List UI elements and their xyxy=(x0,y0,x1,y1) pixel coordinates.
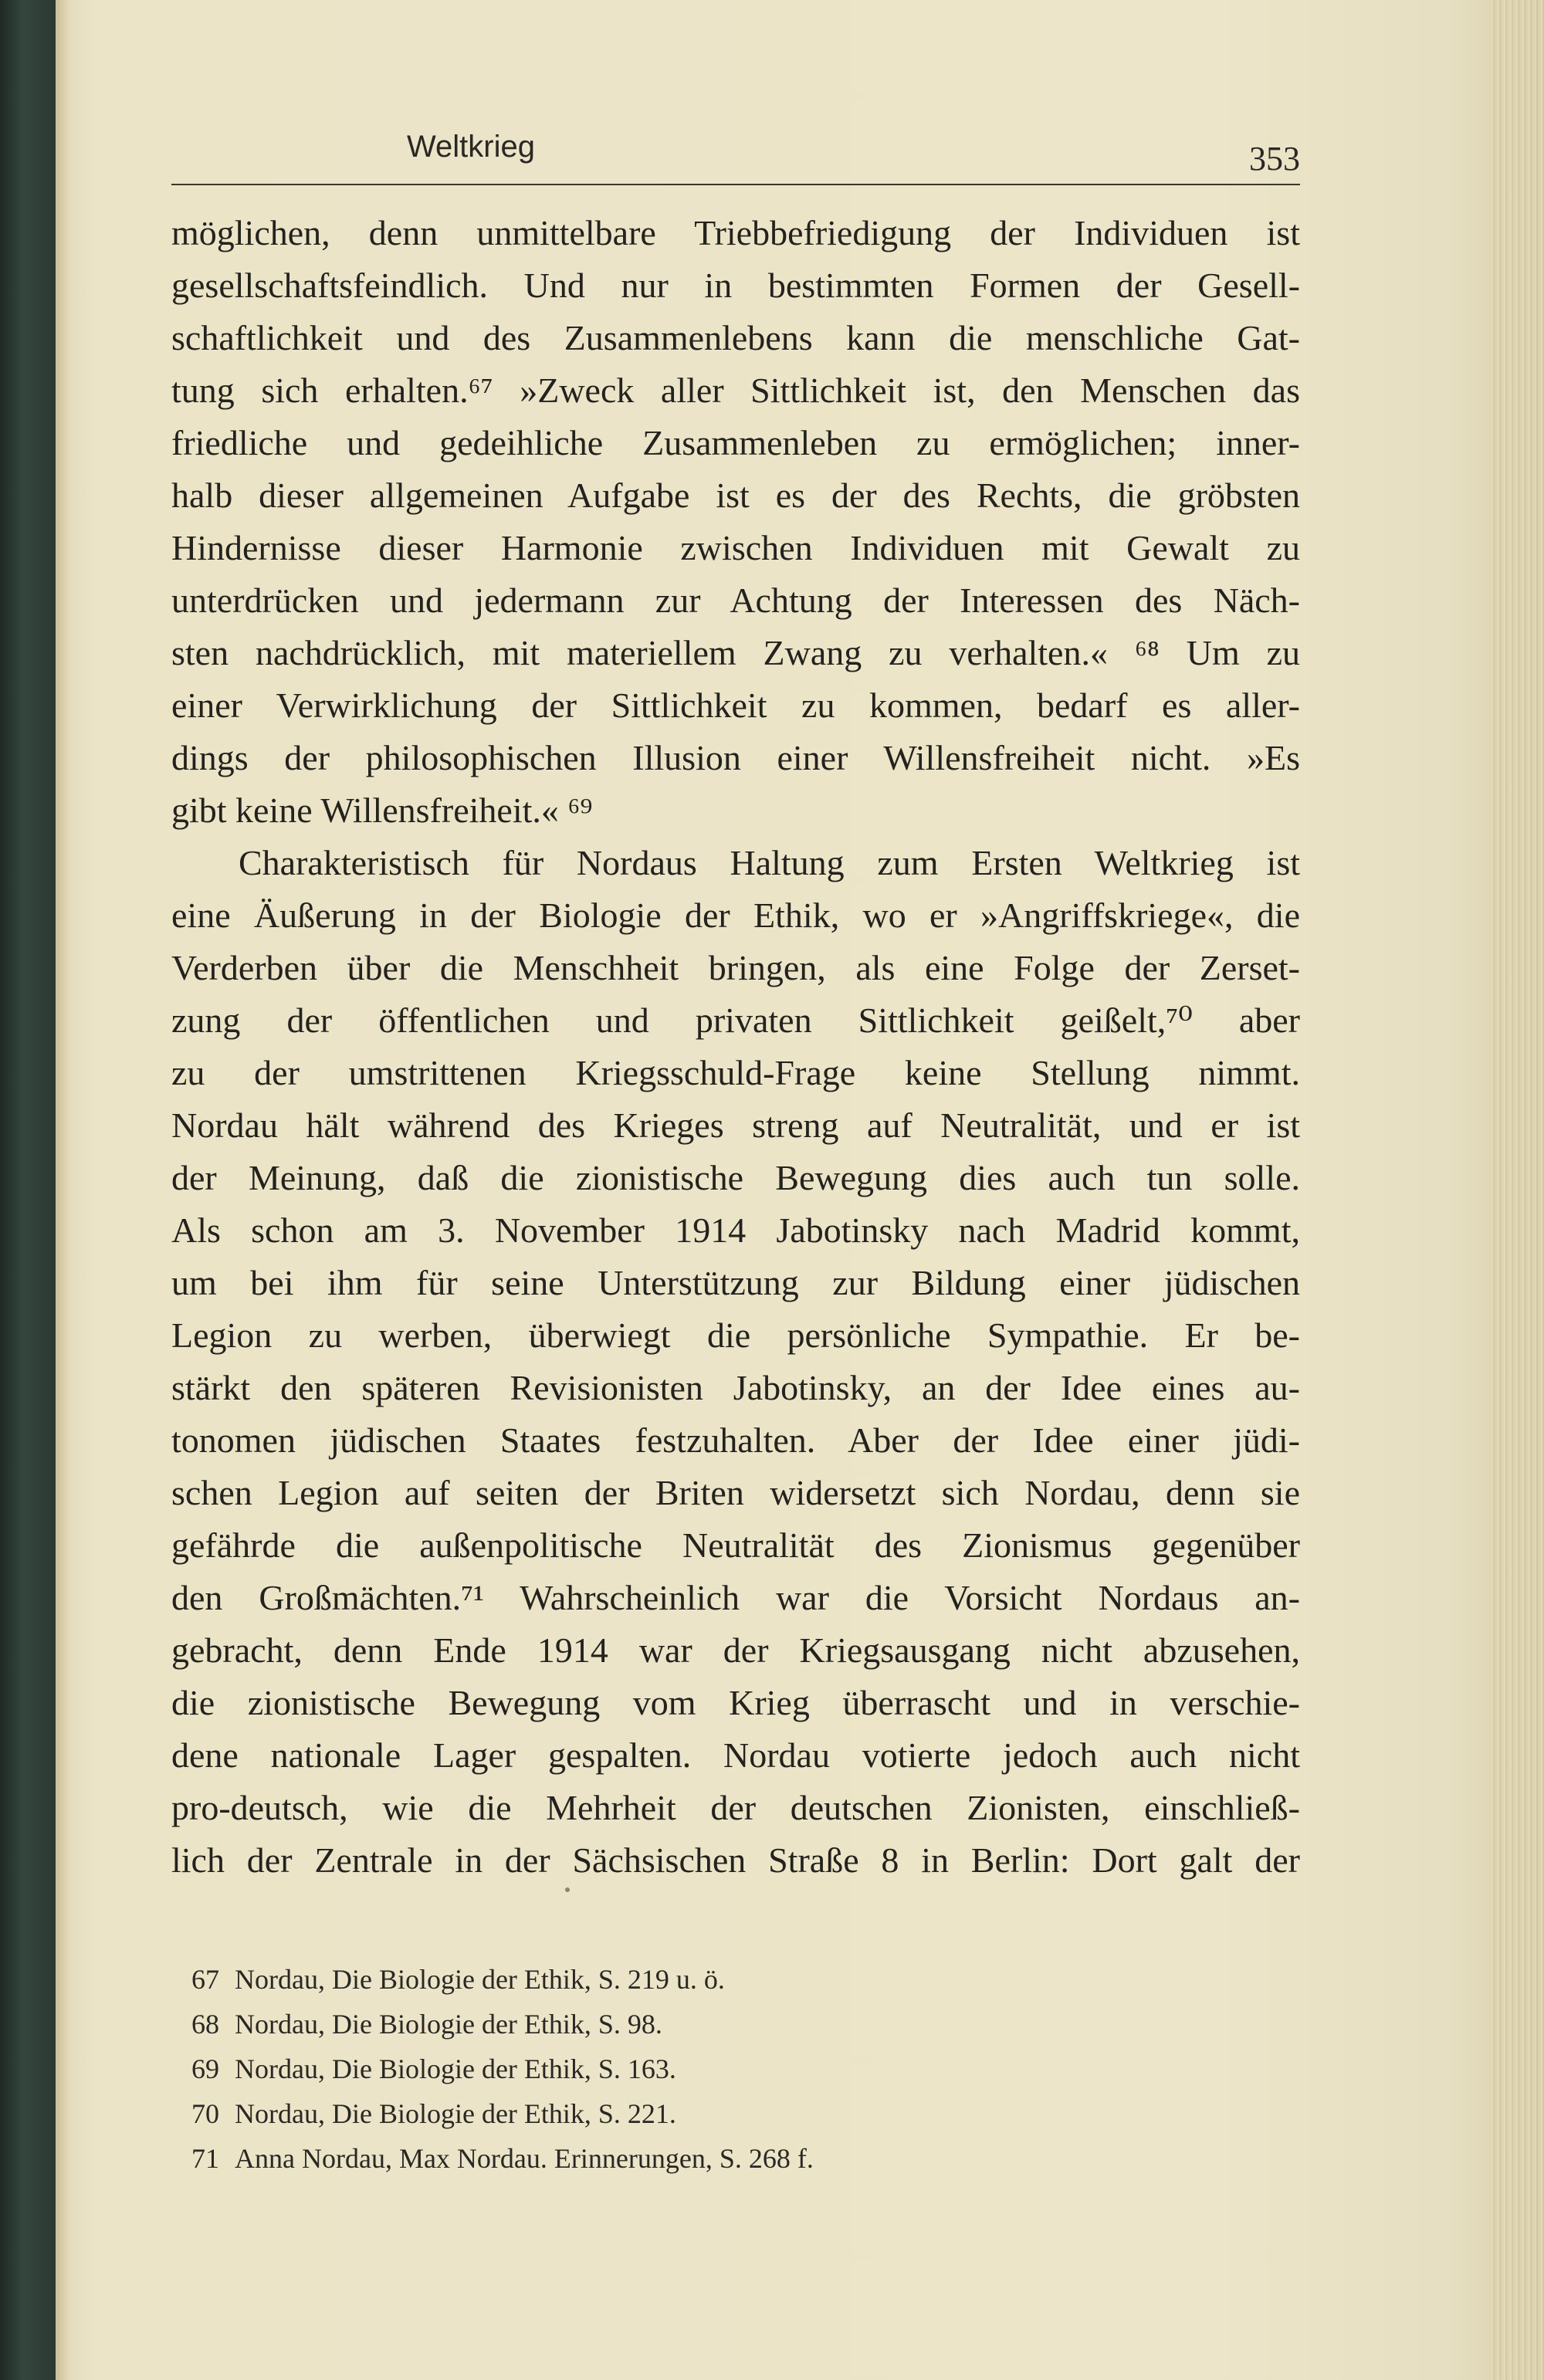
body-line: tung sich erhalten.⁶⁷ »Zweck aller Sittlichkeit ist, den Menschen das xyxy=(171,371,1300,410)
page-header xyxy=(171,122,1300,185)
body-line: friedliche und gedeihliche Zusammenleben zu ermöglichen; inner- xyxy=(171,423,1300,462)
body-line: tonomen jüdischen Staates festzuhalten. Aber der Idee einer jüdi- xyxy=(171,1420,1300,1460)
footnote-number: 68 xyxy=(191,2009,219,2040)
footnote-number: 69 xyxy=(191,2053,219,2084)
body-line: schen Legion auf seiten der Briten widersetzt sich Nordau, denn sie xyxy=(171,1473,1300,1512)
footnote xyxy=(191,2136,1272,2181)
page-number: 353 xyxy=(1249,140,1300,178)
body-line: dings der philosophischen Illusion einer Willensfreiheit nicht. »Es xyxy=(171,738,1300,777)
footnote xyxy=(191,2002,1272,2047)
footnote-number: 67 xyxy=(191,1964,219,1995)
body-text xyxy=(171,207,1300,1887)
footnote-number: 70 xyxy=(191,2098,219,2129)
body-line: Nordau hält während des Krieges streng auf Neutralität, und er ist xyxy=(171,1105,1300,1145)
footnote xyxy=(191,2091,1272,2136)
body-line: um bei ihm für seine Unterstützung zur Bildung einer jüdischen xyxy=(171,1263,1300,1302)
running-head: Weltkrieg xyxy=(407,130,535,164)
body-line: einer Verwirklichung der Sittlichkeit zu kommen, bedarf es aller- xyxy=(171,686,1300,725)
body-line: sten nachdrücklich, mit materiellem Zwang zu verhalten.« ⁶⁸ Um zu xyxy=(171,633,1300,672)
body-line: der Meinung, daß die zionistische Bewegung dies auch tun solle. xyxy=(171,1158,1300,1197)
body-line: gebracht, denn Ende 1914 war der Kriegsausgang nicht abzusehen, xyxy=(171,1630,1300,1670)
body-line: möglichen, denn unmittelbare Triebbefriedigung der Individuen ist xyxy=(171,213,1300,252)
footnote-text: Nordau, Die Biologie der Ethik, S. 219 u. ö. xyxy=(235,1964,725,1995)
footnote-number: 71 xyxy=(191,2143,219,2174)
page-stack-edge xyxy=(1490,0,1544,2380)
footnote-text: Nordau, Die Biologie der Ethik, S. 163. xyxy=(235,2053,676,2084)
body-line: stärkt den späteren Revisionisten Jabotinsky, an der Idee eines au- xyxy=(171,1368,1300,1407)
footnote xyxy=(191,2047,1272,2091)
body-line: Verderben über die Menschheit bringen, als eine Folge der Zerset- xyxy=(171,948,1300,987)
body-line: gefährde die außenpolitische Neutralität des Zionismus gegenüber xyxy=(171,1525,1300,1565)
body-line: lich der Zentrale in der Sächsischen Straße 8 in Berlin: Dort galt der xyxy=(171,1840,1300,1880)
body-line: Hindernisse dieser Harmonie zwischen Individuen mit Gewalt zu xyxy=(171,528,1300,567)
body-line: Charakteristisch für Nordaus Haltung zum Ersten Weltkrieg ist xyxy=(239,843,1300,882)
body-line: dene nationale Lager gespalten. Nordau votierte jedoch auch nicht xyxy=(171,1735,1300,1775)
body-line: gibt keine Willensfreiheit.« ⁶⁹ xyxy=(171,791,593,830)
body-line: zung der öffentlichen und privaten Sittlichkeit geißelt,⁷⁰ aber xyxy=(171,1000,1300,1040)
footnote-text: Nordau, Die Biologie der Ethik, S. 98. xyxy=(235,2009,662,2040)
book-page xyxy=(56,0,1544,2380)
body-line: eine Äußerung in der Biologie der Ethik, wo er »Angriffskriege«, die xyxy=(171,895,1300,935)
body-line: schaftlichkeit und des Zusammenlebens kann die menschliche Gat- xyxy=(171,318,1300,357)
paper-speck xyxy=(565,1887,570,1892)
body-line: gesellschaftsfeindlich. Und nur in bestimmten Formen der Gesell- xyxy=(171,266,1300,305)
body-line: den Großmächten.⁷¹ Wahrscheinlich war die Vorsicht Nordaus an- xyxy=(171,1578,1300,1617)
footnote-text: Nordau, Die Biologie der Ethik, S. 221. xyxy=(235,2098,676,2129)
footnote xyxy=(191,1957,1272,2002)
body-line: die zionistische Bewegung vom Krieg überrascht und in verschie- xyxy=(171,1683,1300,1722)
footnote-text: Anna Nordau, Max Nordau. Erinnerungen, S. 268 f. xyxy=(235,2143,814,2174)
body-line: zu der umstrittenen Kriegsschuld-Frage keine Stellung nimmt. xyxy=(171,1053,1300,1092)
body-line: halb dieser allgemeinen Aufgabe ist es der des Rechts, die gröbsten xyxy=(171,476,1300,515)
body-line: unterdrücken und jedermann zur Achtung der Interessen des Näch- xyxy=(171,581,1300,620)
body-line: pro-deutsch, wie die Mehrheit der deutschen Zionisten, einschließ- xyxy=(171,1788,1300,1827)
body-line: Als schon am 3. November 1914 Jabotinsky nach Madrid kommt, xyxy=(171,1210,1300,1250)
footnotes xyxy=(191,1957,1272,2181)
body-line: Legion zu werben, überwiegt die persönliche Sympathie. Er be- xyxy=(171,1315,1300,1355)
